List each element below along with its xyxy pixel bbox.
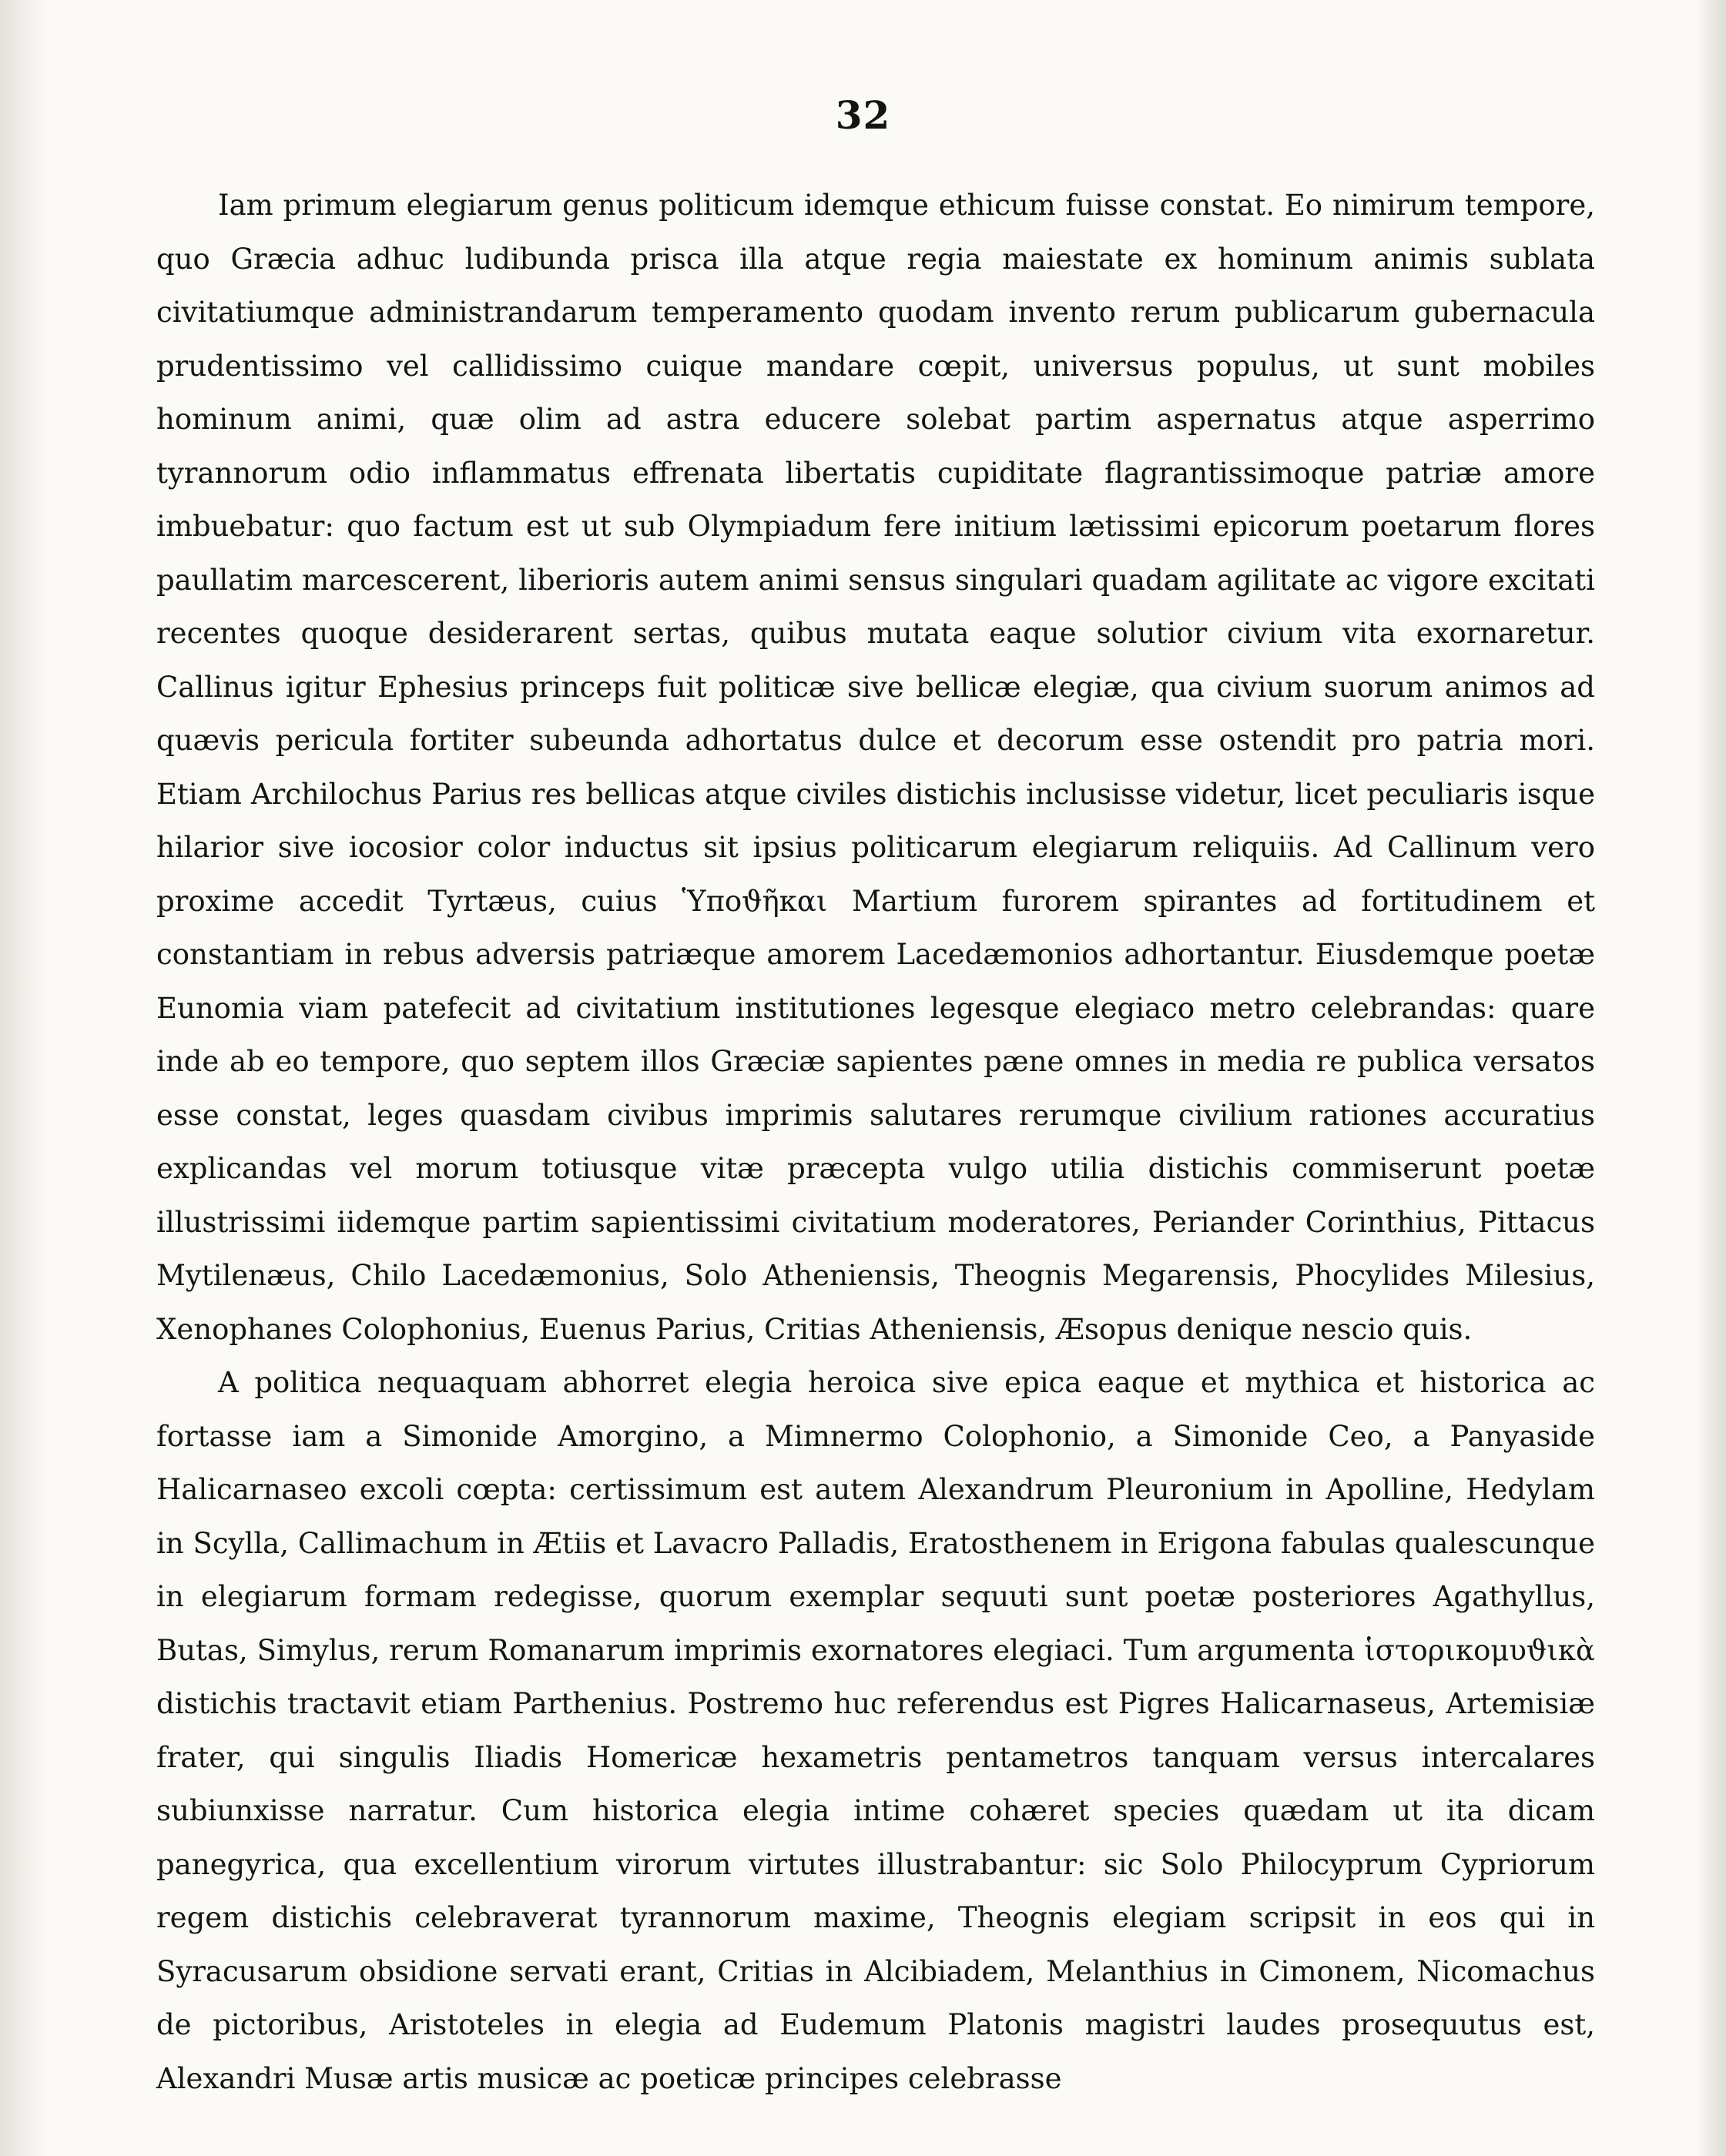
paragraph-politica-elegia: Iam primum elegiarum genus politicum idemque ethicum fuisse constat. Eo nimirum tempore, quo Græcia adhuc ludibunda prisca illa atque regia maiestate ex hominum animis sublata civitatiumque administrandarum temperamento quodam invento rerum publicarum gubernacula prudentissimo vel callidissimo cuique mandare cœpit, universus populus, ut sunt mobiles hominum animi, quæ olim ad astra educere solebat partim aspernatus atque asperrimo tyrannorum odio inflammatus effrenata libertatis cupiditate flagrantissimoque patriæ amore imbuebatur: quo factum est ut sub Olympiadum fere initium lætissimi epicorum poetarum flores paullatim marcescerent, liberioris autem animi sensus singulari quadam agilitate ac vigore excitati recentes quoque desiderarent sertas, quibus mutata eaque solutior civium vita exornaretur. Callinus igitur Ephesius princeps fuit politicæ sive bellicæ elegiæ, qua civium suorum animos ad quævis pericula fortiter subeunda adhortatus dulce et decorum esse ostendit pro patria mori. Etiam Archilochus Parius res bellicas atque civiles distichis inclusisse videtur, licet peculiaris isque hilarior sive iocosior color inductus sit ipsius politicarum elegiarum reliquiis. Ad Callinum vero proxime accedit Tyrtæus, cuius Ὑποϑῆκαι Martium furorem spirantes ad fortitudinem et constantiam in rebus adversis patriæque amorem Lacedæmonios adhortantur. Eiusdemque poetæ Eunomia viam patefecit ad civitatium institutiones legesque elegiaco metro celebrandas: quare inde ab eo tempore, quo septem illos Græciæ sapientes pæne omnes in media re publica versatos esse constat, leges quasdam civibus imprimis salutares rerumque civilium rationes accuratius explicandas vel morum totiusque vitæ præcepta vulgo utilia distichis commiserunt poetæ illustrissimi iidemque partim sapientissimi civitatium moderatores, Periander Corinthius, Pittacus Mytilenæus, Chilo Lacedæmonius, Solo Atheniensis, Theognis Megarensis, Phocylides Milesius, Xenophanes Colophonius, Euenus Parius, Critias Atheniensis, Æsopus denique nescio quis. (156, 189, 1595, 1346)
paragraph-heroica-elegia: A politica nequaquam abhorret elegia heroica sive epica eaque et mythica et historica ac fortasse iam a Simonide Amorgino, a Mimnermo Colophonio, a Simonide Ceo, a Panyaside Halicarnaseo excoli cœpta: certissimum est autem Alexandrum Pleuronium in Apolline, Hedylam in Scylla, Callimachum in Ætiis et Lavacro Palladis, Eratosthenem in Erigona fabulas qualescunque in elegiarum formam redegisse, quorum exemplar sequuti sunt poetæ posteriores Agathyllus, Butas, Simylus, rerum Romanarum imprimis exornatores elegiaci. Tum argumenta ἱστορικομυϑικὰ distichis tractavit etiam Parthenius. Postremo huc referendus est Pigres Halicarnaseus, Artemisiæ frater, qui singulis Iliadis Homericæ hexametris pentametros tanquam versus intercalares subiunxisse narratur. Cum historica elegia intime cohæret species quædam ut ita dicam panegyrica, qua excellentium virorum virtutes illustrabantur: sic Solo Philocyprum Cypriorum regem distichis celebraverat tyrannorum maxime, Theognis elegiam scripsit in eos qui in Syracusarum obsidione servati erant, Critias in Alcibiadem, Melanthius in Cimonem, Nicomachus de pictoribus, Aristoteles in elegia ad Eudemum Platonis magistri laudes prosequutus est, Alexandri Musæ artis musicæ ac poeticæ principes celebrasse (156, 1366, 1595, 2095)
scan-edge-shadow-left (0, 0, 46, 2156)
body-text (156, 179, 1595, 2105)
page-number: 32 (835, 92, 891, 138)
scan-edge-shadow-right (1695, 0, 1726, 2156)
